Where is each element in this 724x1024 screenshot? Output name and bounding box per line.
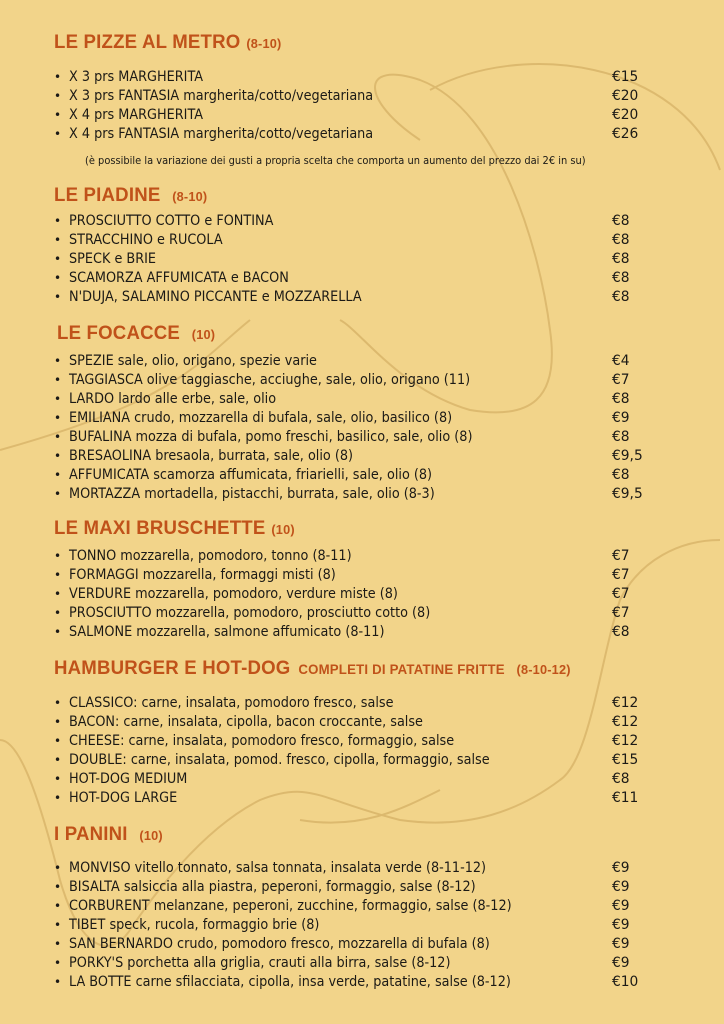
item-price: €8	[612, 213, 630, 229]
bullet-icon: •	[54, 373, 62, 387]
allergen-note: (10)	[191, 327, 216, 342]
item-name: BACON: carne, insalata, cipolla, bacon croccante, salse	[69, 714, 423, 730]
item-price: €9,5	[612, 448, 643, 464]
bullet-icon: •	[54, 772, 62, 786]
menu-item	[54, 409, 674, 428]
menu-item	[54, 212, 674, 231]
bullet-icon: •	[54, 880, 62, 894]
bullet-icon: •	[54, 411, 62, 425]
bullet-icon: •	[54, 861, 62, 875]
item-price: €8	[612, 232, 630, 248]
item-price: €8	[612, 771, 630, 787]
item-name: STRACCHINO e RUCOLA	[69, 232, 223, 248]
menu-item	[54, 288, 674, 307]
bullet-icon: •	[54, 392, 62, 406]
menu-item	[54, 428, 674, 447]
bullet-icon: •	[54, 449, 62, 463]
bullet-icon: •	[54, 549, 62, 563]
menu-item	[54, 466, 674, 485]
item-name: HOT-DOG MEDIUM	[69, 771, 188, 787]
bullet-icon: •	[54, 587, 62, 601]
item-name: EMILIANA crudo, mozzarella di bufala, sale, olio, basilico (8)	[69, 410, 453, 426]
bullet-icon: •	[54, 937, 62, 951]
allergen-note: (8-10)	[246, 36, 282, 51]
menu-item	[54, 713, 674, 732]
menu-item	[54, 973, 674, 992]
bullet-icon: •	[54, 791, 62, 805]
item-name: SALMONE mozzarella, salmone affumicato (8-11)	[69, 624, 385, 640]
bullet-icon: •	[54, 899, 62, 913]
menu-item	[54, 68, 674, 87]
menu-item	[54, 694, 674, 713]
allergen-note: (10)	[271, 522, 295, 537]
section-title-text: LE FOCACCE	[57, 323, 180, 344]
section-title	[57, 323, 215, 345]
section-title-text: LE MAXI BRUSCHETTE	[54, 518, 266, 539]
menu-item	[54, 447, 674, 466]
item-price: €7	[612, 372, 630, 388]
item-name: MORTAZZA mortadella, pistacchi, burrata, sale, olio (8-3)	[69, 486, 435, 502]
section-title-text: LE PIZZE AL METRO	[54, 32, 241, 53]
menu-item	[54, 935, 674, 954]
menu-item	[54, 485, 674, 504]
item-name: FORMAGGI mozzarella, formaggi misti (8)	[69, 567, 336, 583]
item-price: €7	[612, 586, 630, 602]
menu-item	[54, 566, 674, 585]
bullet-icon: •	[54, 430, 62, 444]
item-price: €9	[612, 860, 630, 876]
menu-item	[54, 770, 674, 789]
menu-item	[54, 954, 674, 973]
section-title	[54, 32, 281, 54]
menu-item	[54, 623, 674, 642]
item-name: VERDURE mozzarella, pomodoro, verdure miste (8)	[69, 586, 398, 602]
bullet-icon: •	[54, 487, 62, 501]
item-price: €26	[612, 126, 639, 142]
item-name: BISALTA salsiccia alla piastra, peperoni, formaggio, salse (8-12)	[69, 879, 476, 895]
bullet-icon: •	[54, 108, 62, 122]
item-name: X 4 prs FANTASIA margherita/cotto/vegetariana	[69, 126, 374, 142]
item-name: MONVISO vitello tonnato, salsa tonnata, insalata verde (8-11-12)	[69, 860, 487, 876]
menu-item	[54, 106, 674, 125]
item-price: €8	[612, 624, 630, 640]
menu-item	[54, 916, 674, 935]
bullet-icon: •	[54, 956, 62, 970]
section-title	[54, 185, 207, 207]
bullet-icon: •	[54, 918, 62, 932]
item-name: DOUBLE: carne, insalata, pomod. fresco, cipolla, formaggio, salse	[69, 752, 490, 768]
section-title-text: I PANINI	[54, 824, 128, 845]
item-price: €8	[612, 289, 630, 305]
item-price: €8	[612, 429, 630, 445]
item-price: €11	[612, 790, 639, 806]
item-price: €8	[612, 251, 630, 267]
allergen-note: (10)	[139, 828, 163, 843]
item-price: €20	[612, 107, 639, 123]
item-price: €12	[612, 733, 639, 749]
item-name: SAN BERNARDO crudo, pomodoro fresco, mozzarella di bufala (8)	[69, 936, 490, 952]
item-price: €4	[612, 353, 630, 369]
item-name: LARDO lardo alle erbe, sale, olio	[69, 391, 277, 407]
menu-item	[54, 604, 674, 623]
item-name: X 3 prs MARGHERITA	[69, 69, 204, 85]
bullet-icon: •	[54, 290, 62, 304]
menu-item	[54, 789, 674, 808]
item-price: €20	[612, 88, 639, 104]
bullet-icon: •	[54, 625, 62, 639]
item-name: PROSCIUTTO mozzarella, pomodoro, prosciutto cotto (8)	[69, 605, 431, 621]
item-name: SPEZIE sale, olio, origano, spezie varie	[69, 353, 317, 369]
item-price: €9,5	[612, 486, 643, 502]
item-price: €8	[612, 467, 630, 483]
item-price: €15	[612, 752, 639, 768]
menu-item	[54, 878, 674, 897]
menu-item	[54, 897, 674, 916]
menu-item	[54, 250, 674, 269]
item-price: €9	[612, 410, 630, 426]
bullet-icon: •	[54, 214, 62, 228]
section-title-text: HAMBURGER E HOT-DOG	[54, 658, 291, 679]
section-title	[54, 518, 295, 540]
item-name: CORBURENT melanzane, peperoni, zucchine, formaggio, salse (8-12)	[69, 898, 512, 914]
section-title	[54, 658, 571, 680]
item-name: X 4 prs MARGHERITA	[69, 107, 204, 123]
bullet-icon: •	[54, 271, 62, 285]
bullet-icon: •	[54, 233, 62, 247]
bullet-icon: •	[54, 89, 62, 103]
menu-item	[54, 87, 674, 106]
item-name: SCAMORZA AFFUMICATA e BACON	[69, 270, 289, 286]
section-title-text: LE PIADINE	[54, 185, 161, 206]
item-price: €9	[612, 955, 630, 971]
allergen-note: (8-10-12)	[516, 662, 571, 677]
item-price: €8	[612, 391, 630, 407]
item-name: BUFALINA mozza di bufala, pomo freschi, basilico, sale, olio (8)	[69, 429, 473, 445]
item-name: PROSCIUTTO COTTO e FONTINA	[69, 213, 274, 229]
menu-item	[54, 125, 674, 144]
item-price: €9	[612, 936, 630, 952]
item-name: CLASSICO: carne, insalata, pomodoro fresco, salse	[69, 695, 394, 711]
item-name: PORKY'S porchetta alla griglia, crauti alla birra, salse (8-12)	[69, 955, 451, 971]
item-price: €7	[612, 567, 630, 583]
bullet-icon: •	[54, 252, 62, 266]
item-price: €8	[612, 270, 630, 286]
bullet-icon: •	[54, 606, 62, 620]
menu-item	[54, 751, 674, 770]
bullet-icon: •	[54, 975, 62, 989]
item-price: €15	[612, 69, 639, 85]
item-price: €7	[612, 605, 630, 621]
section-subtitle: COMPLETI DI PATATINE FRITTE	[298, 662, 505, 677]
item-price: €9	[612, 879, 630, 895]
menu-item	[54, 732, 674, 751]
item-price: €10	[612, 974, 639, 990]
item-price: €12	[612, 714, 639, 730]
item-name: BRESAOLINA bresaola, burrata, sale, olio (8)	[69, 448, 354, 464]
item-name: TIBET speck, rucola, formaggio brie (8)	[69, 917, 320, 933]
bullet-icon: •	[54, 127, 62, 141]
bullet-icon: •	[54, 70, 62, 84]
menu-item	[54, 390, 674, 409]
bullet-icon: •	[54, 715, 62, 729]
variation-footnote: (è possibile la variazione dei gusti a propria scelta che comporta un aumento del prezzo dai 2€ in su)	[85, 155, 586, 167]
item-price: €9	[612, 898, 630, 914]
item-name: CHEESE: carne, insalata, pomodoro fresco, formaggio, salse	[69, 733, 455, 749]
allergen-note: (8-10)	[172, 189, 208, 204]
item-name: LA BOTTE carne sfilacciata, cipolla, insa verde, patatine, salse (8-12)	[69, 974, 511, 990]
menu-item	[54, 859, 674, 878]
item-name: TONNO mozzarella, pomodoro, tonno (8-11)	[69, 548, 352, 564]
item-price: €7	[612, 548, 630, 564]
bullet-icon: •	[54, 354, 62, 368]
item-price: €9	[612, 917, 630, 933]
menu-item	[54, 231, 674, 250]
bullet-icon: •	[54, 468, 62, 482]
item-name: HOT-DOG LARGE	[69, 790, 178, 806]
menu-item	[54, 269, 674, 288]
menu-item	[54, 547, 674, 566]
section-title	[54, 824, 163, 846]
menu-item	[54, 352, 674, 371]
item-name: TAGGIASCA olive taggiasche, acciughe, sale, olio, origano (11)	[69, 372, 471, 388]
bullet-icon: •	[54, 696, 62, 710]
menu-item	[54, 371, 674, 390]
bullet-icon: •	[54, 568, 62, 582]
item-name: X 3 prs FANTASIA margherita/cotto/vegetariana	[69, 88, 374, 104]
item-price: €12	[612, 695, 639, 711]
bullet-icon: •	[54, 753, 62, 767]
bullet-icon: •	[54, 734, 62, 748]
item-name: N'DUJA, SALAMINO PICCANTE e MOZZARELLA	[69, 289, 362, 305]
item-name: AFFUMICATA scamorza affumicata, friarielli, sale, olio (8)	[69, 467, 433, 483]
menu-item	[54, 585, 674, 604]
item-name: SPECK e BRIE	[69, 251, 157, 267]
